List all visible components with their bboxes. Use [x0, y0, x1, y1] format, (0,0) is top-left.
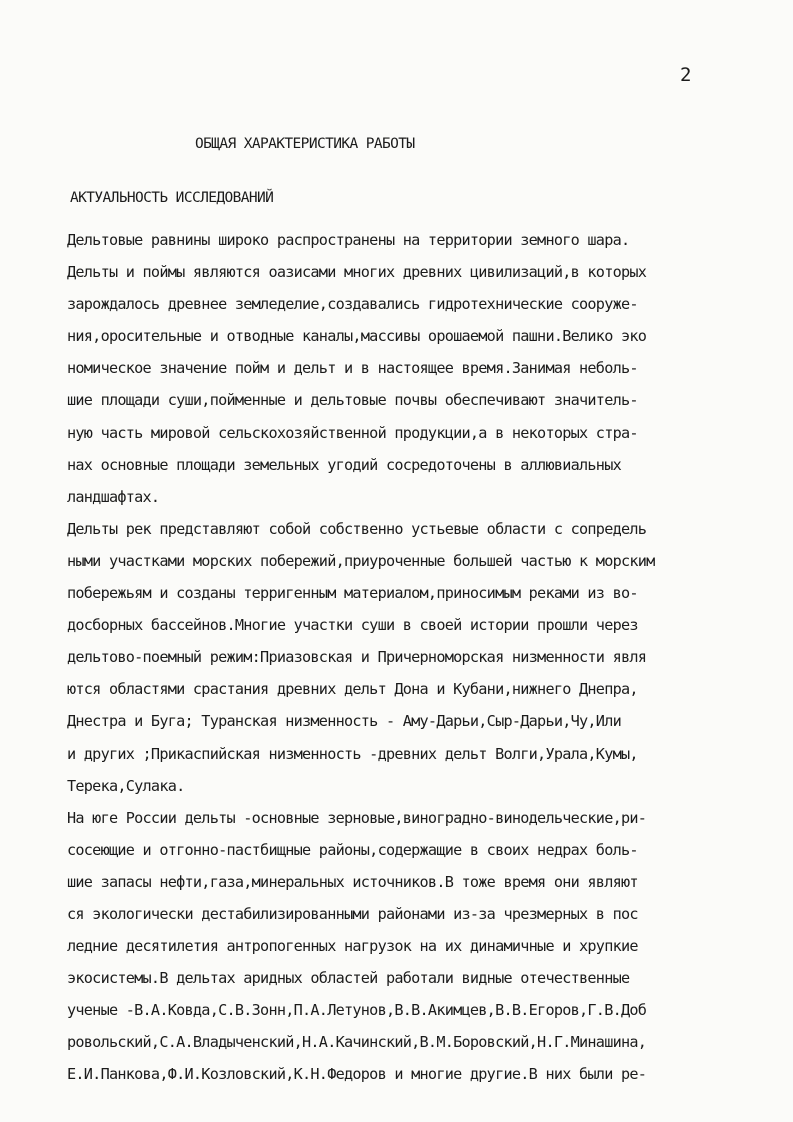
text-line: ными участками морских побережий,приуроченные большей частью к морским — [67, 551, 655, 570]
text-line: ровольский,С.А.Владыченский,Н.А.Качинский,В.М.Боровский,Н.Г.Минашина, — [67, 1033, 647, 1052]
text-line: ся экологически дестабилизированными районами из-за чрезмерных в пос — [67, 904, 638, 923]
text-line: ландшафтах. — [67, 487, 160, 506]
text-line: Е.И.Панкова,Ф.И.Козловский,К.Н.Федоров и многие другие.В них были ре- — [67, 1065, 647, 1084]
text-line: Дельтовые равнины широко распространены на территории земного шара. — [67, 231, 630, 249]
text-line: ются областями срастания древних дельт Дона и Кубани,нижнего Днепра, — [67, 680, 638, 699]
text-line: сосеющие и отгонно-пастбищные районы,содержащие в своих недрах боль- — [67, 840, 638, 859]
text-line: шие запасы нефти,газа,минеральных источников.В тоже время они являют — [67, 872, 638, 891]
section-heading: АКТУАЛЬНОСТЬ ИССЛЕДОВАНИЙ — [70, 190, 274, 206]
text-line: ния,оросительные и отводные каналы,массивы орошаемой пашни.Велико эко — [67, 327, 647, 346]
body-text — [67, 224, 767, 1091]
text-line: Дельты и поймы являются оазисами многих древних цивилизаций,в которых — [67, 263, 647, 282]
page-title: ОБЩАЯ ХАРАКТЕРИСТИКА РАБОТЫ — [195, 136, 415, 152]
text-line: досборных бассейнов.Многие участки суши в своей истории прошли через — [67, 616, 638, 635]
text-line: Терека,Сулака. — [67, 776, 185, 795]
text-line: На юге России дельты -основные зерновые,виноградно-винодельческие,ри- — [67, 808, 647, 827]
text-line: и других ;Прикаспийская низменность -древних дельт Волги,Урала,Кумы, — [67, 744, 638, 763]
text-line: Днестра и Буга; Туранская низменность - Аму-Дарьи,Сыр-Дарьи,Чу,Или — [67, 712, 621, 731]
text-line: экосистемы.В дельтах аридных областей работали видные отечественные — [67, 969, 630, 988]
text-line: нах основные площади земельных угодий сосредоточены в аллювиальных — [67, 455, 621, 474]
text-line: побережьям и созданы терригенным материалом,приносимым реками из во- — [67, 584, 638, 603]
text-line: дельтово-поемный режим:Приазовская и Причерноморская низменности явля — [67, 648, 647, 667]
text-line: ученые -В.А.Ковда,С.В.Зонн,П.А.Летунов,В.В.Акимцев,В.В.Егоров,Г.В.Доб — [67, 1001, 647, 1020]
text-line: ледние десятилетия антропогенных нагрузок на их динамичные и хрупкие — [67, 937, 638, 956]
text-line: Дельты рек представляют собой собственно устьевые области с сопредель — [67, 519, 647, 538]
text-line: ную часть мировой сельскохозяйственной продукции,а в некоторых стра- — [67, 423, 638, 442]
page-number: 2 — [680, 64, 692, 86]
text-line: зарождалось древнее земледелие,создавались гидротехнические сооруже- — [67, 295, 638, 314]
text-line: номическое значение пойм и дельт и в настоящее время.Занимая неболь- — [67, 359, 638, 378]
text-line: шие площади суши,пойменные и дельтовые почвы обеспечивают значитель- — [67, 391, 638, 410]
